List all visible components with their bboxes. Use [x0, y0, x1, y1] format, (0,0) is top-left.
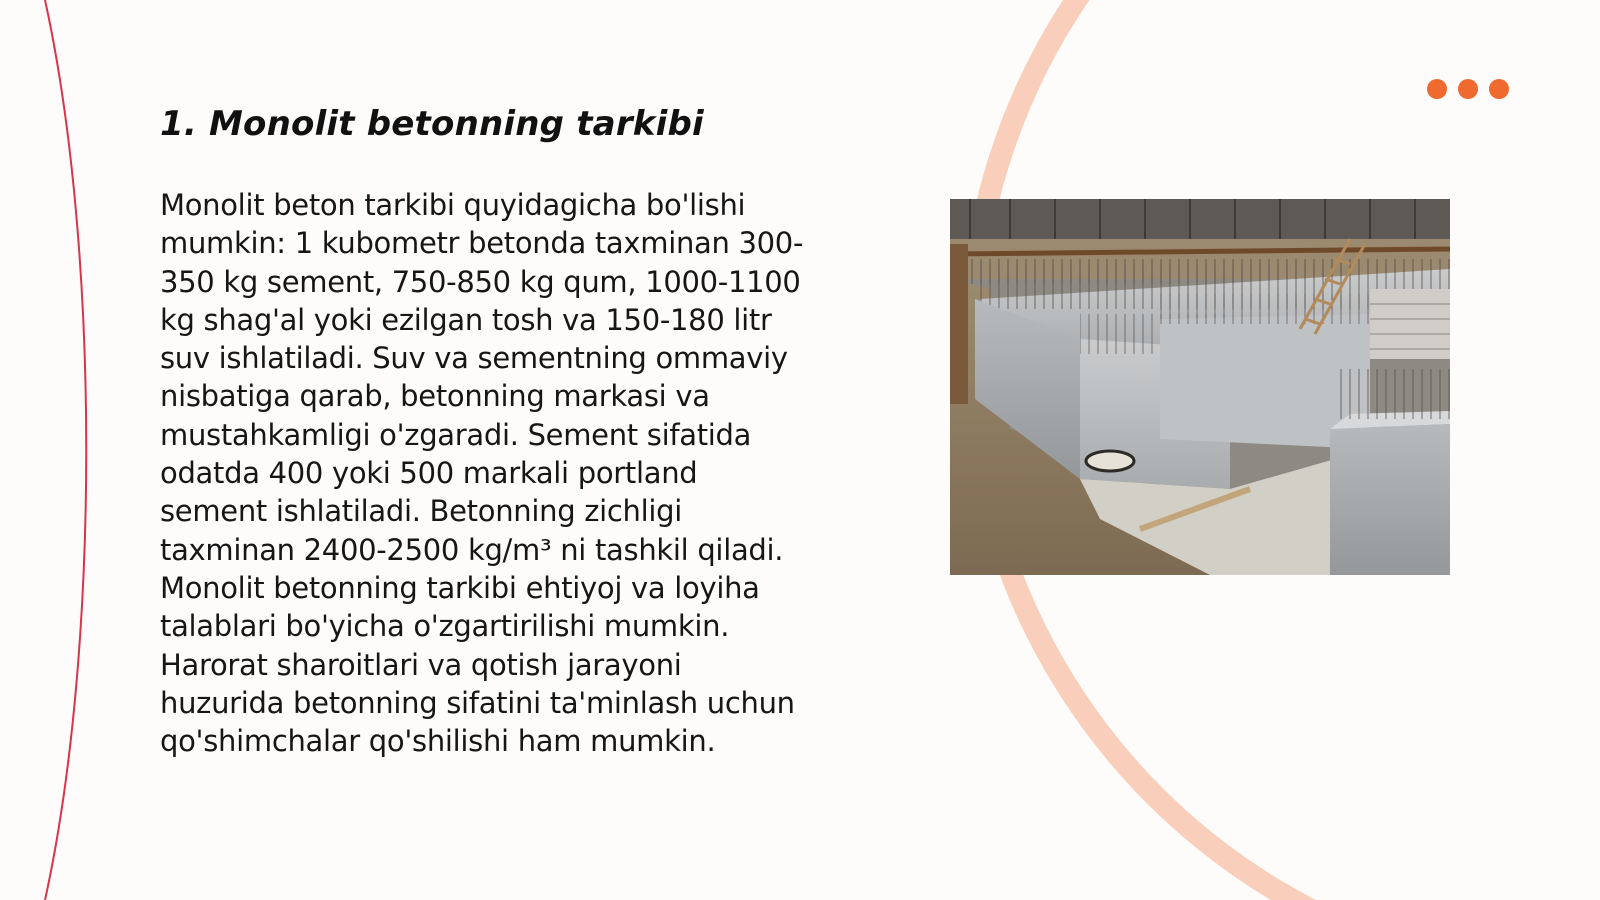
dot [1458, 79, 1478, 99]
body-line: kg shag'al yoki ezilgan tosh va 150-180 litr [160, 302, 772, 337]
slide-body [160, 186, 850, 760]
body-line: mustahkamligi o'zgaradi. Sement sifatida [160, 417, 752, 452]
body-line: huzurida betonning sifatini ta'minlash uchun [160, 685, 795, 720]
body-line: qo'shimchalar qo'shilishi ham mumkin. [160, 724, 716, 759]
left-red-curve [45, 0, 86, 900]
body-line: mumkin: 1 kubometr betonda taxminan 300- [160, 226, 804, 261]
slide-title: 1. Monolit betonning tarkibi [160, 104, 704, 144]
body-line: nisbatiga qarab, betonning markasi va [160, 379, 710, 414]
body-line: odatda 400 yoki 500 markali portland [160, 456, 698, 491]
body-line: suv ishlatiladi. Suv va sementning ommaviy [160, 341, 788, 376]
body-line: sement ishlatiladi. Betonning zichligi [160, 494, 682, 529]
body-line: Monolit beton tarkibi quyidagicha bo'lishi [160, 188, 746, 222]
dot [1489, 79, 1509, 99]
construction-photo [950, 199, 1450, 575]
body-line: Monolit betonning tarkibi ehtiyoj va loyiha [160, 570, 760, 605]
body-line: 350 kg sement, 750-850 kg qum, 1000-1100 [160, 264, 801, 299]
body-line: Harorat sharoitlari va qotish jarayoni [160, 647, 682, 682]
dot [1427, 79, 1447, 99]
body-line: taxminan 2400-2500 kg/m³ ni tashkil qiladi. [160, 532, 784, 567]
body-line: talablari bo'yicha o'zgartirilishi mumkin. [160, 609, 730, 644]
more-dots-icon [1427, 79, 1509, 99]
